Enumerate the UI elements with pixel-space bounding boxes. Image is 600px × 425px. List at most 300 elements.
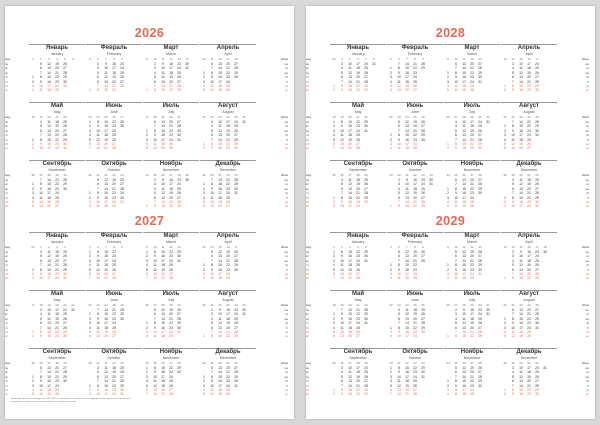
day-cell: 17 xyxy=(470,120,474,124)
day-cell: 1 xyxy=(146,250,148,254)
day-cell: 22 xyxy=(413,325,417,330)
day-cell: 25 xyxy=(535,258,539,263)
week-number: 27 xyxy=(454,303,458,307)
day-cell: 6 xyxy=(211,254,213,259)
day-cell: 14 xyxy=(104,186,108,191)
day-cell: 8 xyxy=(512,84,514,88)
day-cell: 29 xyxy=(177,321,181,326)
day-cell: 7 xyxy=(211,66,213,71)
weekday-label: tu xyxy=(285,312,288,317)
day-cell: 30 xyxy=(421,370,425,375)
day-cell: 5 xyxy=(40,254,42,259)
day-cell: 20 xyxy=(161,388,165,392)
day-cell: 18 xyxy=(169,186,173,191)
day-cell: 7 xyxy=(40,325,42,330)
day-cell: 1 xyxy=(504,124,506,129)
day-cell: 10 xyxy=(161,182,165,187)
day-cell: 16 xyxy=(405,330,409,334)
day-cell: 19 xyxy=(462,88,466,93)
day-cell: 12 xyxy=(161,75,165,80)
week-numbers xyxy=(444,57,500,61)
day-cell: 8 xyxy=(97,312,99,317)
day-cell: 24 xyxy=(226,191,230,196)
week-numbers xyxy=(143,115,199,119)
day-cell: 14 xyxy=(47,70,51,75)
day-cell: 28 xyxy=(177,316,181,321)
month-name-en: March xyxy=(166,240,176,244)
day-cell: 25 xyxy=(470,84,474,88)
day-cell: 15 xyxy=(104,191,108,196)
day-cell: 11 xyxy=(47,312,51,317)
week-number: 5 xyxy=(390,57,392,61)
day-cell: 18 xyxy=(356,66,360,71)
weekday-label: чт xyxy=(5,75,8,80)
day-cell: 21 xyxy=(169,84,173,88)
day-cell: 20 xyxy=(519,146,523,151)
day-cell: 8 xyxy=(512,195,514,200)
weekday-label: пт xyxy=(5,267,8,272)
month-may xyxy=(29,102,85,160)
day-cell: 14 xyxy=(218,178,222,182)
day-cell: 15 xyxy=(462,379,466,384)
week-number: 18 xyxy=(332,303,336,307)
day-cell: 2 xyxy=(89,124,91,129)
day-cell: 7 xyxy=(341,383,343,388)
weekday-label: su xyxy=(586,204,589,209)
day-cell: 29 xyxy=(478,142,482,146)
day-cell: 25 xyxy=(55,195,59,200)
weekday-label: fr xyxy=(587,267,589,272)
day-cell: 20 xyxy=(226,133,230,138)
month-name-en: April xyxy=(525,52,533,56)
month-october xyxy=(387,160,443,218)
day-cell: 9 xyxy=(341,316,343,321)
day-cell: 28 xyxy=(535,383,539,388)
day-cell: 27 xyxy=(234,62,238,66)
day-cell: 3 xyxy=(447,388,449,392)
day-cell: 30 xyxy=(429,178,433,182)
day-cell: 21 xyxy=(413,62,417,66)
day-cell: 14 xyxy=(405,200,409,204)
day-cell: 22 xyxy=(527,124,531,129)
day-cell: 27 xyxy=(112,142,116,146)
day-cell: 19 xyxy=(462,204,466,209)
day-cell: 30 xyxy=(364,88,368,93)
day-cell: 26 xyxy=(535,182,539,187)
day-cell: 21 xyxy=(104,146,108,151)
week-number: 6 xyxy=(72,57,74,61)
day-cell: 20 xyxy=(104,142,108,146)
month-name-en: October xyxy=(408,168,422,172)
weekday-label: th xyxy=(586,133,589,138)
day-cell: 7 xyxy=(398,258,400,263)
day-cell: 7 xyxy=(455,374,457,379)
day-cell: 15 xyxy=(405,66,409,71)
day-cell: 8 xyxy=(341,120,343,124)
day-cell: 19 xyxy=(519,142,523,146)
weekday-label: we xyxy=(585,186,589,191)
day-cell: 22 xyxy=(112,191,116,196)
day-cell: 1 xyxy=(447,70,449,75)
day-cell: 29 xyxy=(234,374,238,379)
day-cell: 22 xyxy=(226,70,230,75)
day-cell: 23 xyxy=(356,254,360,259)
day-cell: 8 xyxy=(211,374,213,379)
day-cell: 1 xyxy=(32,374,34,379)
day-cell: 21 xyxy=(470,374,474,379)
day-cell: 3 xyxy=(32,191,34,196)
day-cell: 7 xyxy=(154,200,156,204)
week-number: 15 xyxy=(210,57,214,61)
day-cell: 16 xyxy=(47,272,51,276)
day-cell: 20 xyxy=(226,366,230,370)
day-cell: 18 xyxy=(161,142,165,146)
day-cell: 15 xyxy=(348,120,352,124)
day-cell: 8 xyxy=(154,250,156,254)
day-cell: 30 xyxy=(63,186,67,191)
day-cell: 27 xyxy=(63,66,67,71)
week-number: 43 xyxy=(120,361,124,365)
day-cell: 2 xyxy=(333,124,335,129)
day-cell: 3 xyxy=(504,325,506,330)
day-cell: 6 xyxy=(89,142,91,146)
day-cell: 22 xyxy=(55,182,59,187)
weekday-label: ср xyxy=(5,316,8,321)
week-number: 35 xyxy=(332,173,336,177)
week-number: 49 xyxy=(511,173,515,177)
day-cell: 21 xyxy=(226,137,230,142)
day-cell: 23 xyxy=(356,88,360,93)
week-number: 17 xyxy=(535,57,539,61)
day-cell: 22 xyxy=(356,195,360,200)
day-cell: 4 xyxy=(40,312,42,317)
weekday-label: вт xyxy=(5,66,8,71)
day-cell: 12 xyxy=(462,250,466,254)
day-cell: 11 xyxy=(397,379,401,384)
day-cell: 21 xyxy=(226,258,230,263)
day-cell: 15 xyxy=(462,186,466,191)
day-cell: 9 xyxy=(512,392,514,397)
day-cell: 23 xyxy=(413,70,417,75)
week-number: 25 xyxy=(112,303,116,307)
week-number: 19 xyxy=(39,115,43,119)
day-cell: 12 xyxy=(405,191,409,196)
day-cell: 10 xyxy=(210,272,214,276)
weekday-label: сб xyxy=(5,200,9,204)
week-number: 13 xyxy=(478,245,482,249)
day-cell: 5 xyxy=(512,263,514,268)
day-cell: 18 xyxy=(405,276,409,281)
day-cell: 21 xyxy=(226,178,230,182)
day-cell: 11 xyxy=(397,79,401,84)
day-cell: 18 xyxy=(218,276,222,281)
weekday-label: ср xyxy=(306,316,309,321)
day-cell: 22 xyxy=(470,334,474,339)
day-cell: 3 xyxy=(154,66,156,71)
day-cell: 2 xyxy=(203,75,205,80)
day-cell: 26 xyxy=(535,70,539,75)
day-cell: 10 xyxy=(218,312,222,317)
day-cell: 26 xyxy=(55,392,59,397)
day-cell: 20 xyxy=(218,204,222,209)
day-cell: 29 xyxy=(364,120,368,124)
day-cell: 19 xyxy=(413,250,417,254)
day-cell: 10 xyxy=(519,254,523,259)
week-number: 28 xyxy=(161,303,165,307)
day-cell: 17 xyxy=(405,334,409,339)
day-cell: 28 xyxy=(356,146,360,151)
day-cell: 27 xyxy=(535,379,539,384)
day-cell: 5 xyxy=(154,191,156,196)
weekday-label: we xyxy=(585,128,589,133)
day-cell: 11 xyxy=(340,263,344,268)
day-cell: 23 xyxy=(356,124,360,129)
day-cell: 6 xyxy=(455,178,457,182)
day-cell: 12 xyxy=(454,88,458,93)
day-cell: 11 xyxy=(39,195,43,200)
week-number: 45 xyxy=(153,361,157,365)
day-cell: 19 xyxy=(470,366,474,370)
day-cell: 20 xyxy=(470,370,474,375)
weekday-label: fr xyxy=(587,325,589,330)
weekday-label: чт xyxy=(5,379,8,384)
day-cell: 6 xyxy=(455,370,457,375)
week-numbers xyxy=(444,115,500,119)
week-number: 11 xyxy=(462,57,466,61)
weekday-label: чт xyxy=(5,263,8,268)
day-cell: 31 xyxy=(71,308,75,312)
day-cell: 30 xyxy=(478,267,482,272)
day-cell: 28 xyxy=(120,379,124,384)
week-number: 5 xyxy=(373,57,375,61)
day-cell: 29 xyxy=(478,334,482,339)
day-cell: 19 xyxy=(55,316,59,321)
day-cell: 9 xyxy=(162,178,164,182)
month-name-en: September xyxy=(48,356,66,360)
day-cell: 7 xyxy=(512,120,514,124)
week-number: 20 xyxy=(348,303,352,307)
day-cell: 5 xyxy=(341,374,343,379)
day-cell: 4 xyxy=(447,84,449,88)
week-numbers xyxy=(330,303,386,307)
week-numbers xyxy=(387,245,443,249)
day-cell: 25 xyxy=(413,276,417,281)
day-cell: 31 xyxy=(177,258,181,263)
day-cell: 22 xyxy=(112,120,116,124)
day-cell: 20 xyxy=(348,142,352,146)
day-cell: 7 xyxy=(146,276,148,281)
day-cell: 18 xyxy=(55,312,59,317)
day-cell: 2 xyxy=(333,200,335,204)
day-cell: 27 xyxy=(177,312,181,317)
day-cell: 8 xyxy=(512,316,514,321)
day-cell: 27 xyxy=(169,272,173,276)
day-cell: 11 xyxy=(405,186,409,191)
day-cell: 21 xyxy=(112,379,116,384)
day-cell: 5 xyxy=(211,128,213,133)
weekday-label: th xyxy=(586,263,589,268)
day-cell: 22 xyxy=(413,263,417,268)
day-cell: 10 xyxy=(519,366,523,370)
week-number: 49 xyxy=(185,173,189,177)
day-cell: 23 xyxy=(120,62,124,66)
day-cell: 28 xyxy=(421,321,425,326)
day-cell: 16 xyxy=(462,383,466,388)
day-cell: 6 xyxy=(97,79,99,84)
day-cell: 15 xyxy=(519,316,523,321)
week-number: 23 xyxy=(397,115,401,119)
day-cell: 18 xyxy=(462,200,466,204)
day-cell: 25 xyxy=(421,186,425,191)
weekday-label: th xyxy=(285,379,288,384)
week-number: 17 xyxy=(535,245,539,249)
week-label-right: Week xyxy=(581,361,589,365)
day-cell: 22 xyxy=(356,84,360,88)
week-number: 12 xyxy=(470,245,474,249)
day-cell: 4 xyxy=(398,186,400,191)
day-cell: 25 xyxy=(478,316,482,321)
month-name-en: August xyxy=(222,298,234,302)
day-cell: 1 xyxy=(32,137,34,142)
week-number: 30 xyxy=(478,303,482,307)
week-numbers xyxy=(330,57,386,61)
left-page xyxy=(5,6,294,419)
week-number: 50 xyxy=(210,173,214,177)
day-cell: 6 xyxy=(40,366,42,370)
day-cell: 11 xyxy=(210,276,214,281)
day-cell: 2 xyxy=(398,178,400,182)
month-october xyxy=(387,348,443,406)
day-cell: 5 xyxy=(97,178,99,182)
day-cell: 7 xyxy=(154,84,156,88)
week-numbers xyxy=(143,361,199,365)
day-cell: 15 xyxy=(161,250,165,254)
day-cell: 2 xyxy=(333,254,335,259)
day-cell: 8 xyxy=(398,66,400,71)
week-number: 22 xyxy=(364,115,368,119)
day-cell: 4 xyxy=(390,146,392,151)
day-cell: 28 xyxy=(535,272,539,276)
day-cell: 12 xyxy=(96,330,100,334)
week-number: 27 xyxy=(153,303,157,307)
day-cell: 10 xyxy=(161,66,165,71)
day-cell: 17 xyxy=(104,128,108,133)
day-cell: 6 xyxy=(398,195,400,200)
day-cell: 3 xyxy=(203,272,205,276)
week-number: 33 xyxy=(519,303,523,307)
day-cell: 15 xyxy=(161,204,165,209)
day-cell: 13 xyxy=(462,325,466,330)
day-cell: 14 xyxy=(397,392,401,397)
day-cell: 30 xyxy=(234,379,238,384)
day-cell: 8 xyxy=(398,204,400,209)
day-cell: 14 xyxy=(462,66,466,71)
month-name-en: December xyxy=(520,356,538,360)
week-number: 46 xyxy=(462,361,466,365)
day-cell: 6 xyxy=(97,374,99,379)
week-number: 19 xyxy=(340,115,344,119)
week-number: 9 xyxy=(121,245,123,249)
day-cell: 22 xyxy=(169,204,173,209)
day-cell: 19 xyxy=(527,374,531,379)
weekday-label: tu xyxy=(285,124,288,129)
day-cell: 8 xyxy=(97,250,99,254)
day-cell: 23 xyxy=(169,325,173,330)
month-name-en: June xyxy=(110,110,118,114)
day-cell: 22 xyxy=(356,312,360,317)
week-number: 5 xyxy=(64,57,66,61)
day-cell: 12 xyxy=(348,374,352,379)
day-cell: 27 xyxy=(478,178,482,182)
day-cell: 1 xyxy=(203,142,205,146)
day-cell: 5 xyxy=(447,204,449,209)
day-cell: 5 xyxy=(89,330,91,334)
week-number: 32 xyxy=(511,303,515,307)
week-number: 37 xyxy=(47,361,51,365)
week-numbers xyxy=(387,361,443,365)
day-cell: 16 xyxy=(218,186,222,191)
day-cell: 3 xyxy=(447,79,449,84)
day-cell: 23 xyxy=(55,379,59,384)
day-cell: 9 xyxy=(219,308,221,312)
day-cell: 18 xyxy=(527,178,531,182)
week-number: 36 xyxy=(340,361,344,365)
day-cell: 2 xyxy=(504,200,506,204)
day-cell: 16 xyxy=(519,200,523,204)
day-cell: 6 xyxy=(512,186,514,191)
day-cell: 21 xyxy=(527,312,531,317)
day-cell: 14 xyxy=(340,276,344,281)
day-cell: 3 xyxy=(32,84,34,88)
month-name-ru: Декабрь xyxy=(516,349,542,355)
day-cell: 25 xyxy=(55,388,59,392)
day-cell: 12 xyxy=(405,312,409,317)
day-cell: 29 xyxy=(177,366,181,370)
day-cell: 21 xyxy=(470,258,474,263)
day-cell: 23 xyxy=(226,75,230,80)
day-cell: 19 xyxy=(55,254,59,259)
week-number: 1 xyxy=(32,57,34,61)
day-cell: 1 xyxy=(146,88,148,93)
day-cell: 29 xyxy=(63,267,67,272)
weekday-label: tu xyxy=(586,312,589,317)
day-cell: 23 xyxy=(413,330,417,334)
day-cell: 24 xyxy=(169,137,173,142)
day-cell: 4 xyxy=(341,66,343,71)
day-cell: 10 xyxy=(153,137,157,142)
day-cell: 25 xyxy=(226,84,230,88)
week-number: 3 xyxy=(357,57,359,61)
week-number: 6 xyxy=(398,245,400,249)
day-cell: 26 xyxy=(364,374,368,379)
day-cell: 15 xyxy=(348,312,352,317)
day-cell: 3 xyxy=(146,374,148,379)
day-cell: 20 xyxy=(356,75,360,80)
day-cell: 26 xyxy=(413,84,417,88)
month-name-ru: Ноябрь xyxy=(159,161,183,167)
day-cell: 11 xyxy=(96,204,100,209)
day-cell: 6 xyxy=(398,316,400,321)
day-cell: 4 xyxy=(154,186,156,191)
day-cell: 5 xyxy=(512,182,514,187)
day-cell: 13 xyxy=(47,321,51,326)
week-number: 48 xyxy=(177,361,181,365)
day-cell: 28 xyxy=(234,137,238,142)
weekday-label: ср xyxy=(5,374,8,379)
week-number: 26 xyxy=(120,303,124,307)
week-number: 48 xyxy=(478,173,482,177)
day-cell: 25 xyxy=(413,79,417,84)
